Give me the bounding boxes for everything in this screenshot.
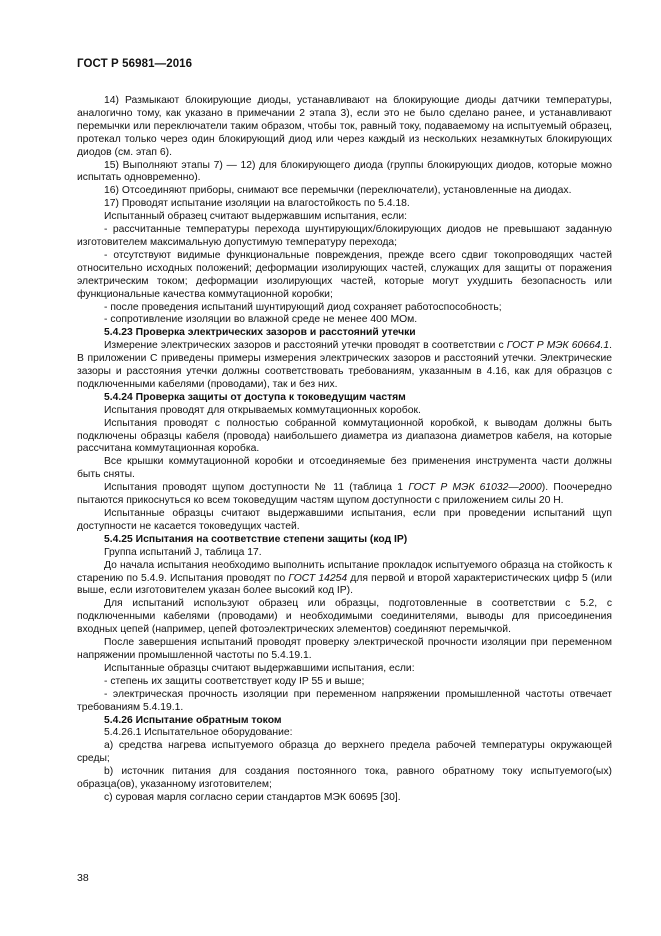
paragraph: Испытанный образец считают выдержавшим испытания, если: — [104, 211, 408, 223]
paragraph-text: Испытания проводят щупом доступности № 11 (таблица 1 — [104, 482, 409, 494]
paragraph: 5.4.26.1 Испытательное оборудование: — [104, 727, 293, 739]
standard-reference: ГОСТ Р МЭК 60664.1 — [506, 340, 610, 352]
paragraph: 14) Размыкают блокирующие диоды, устанавливают на блокирующие диоды датчики температуры, аналогично тому, как указано в примечании 2 этапа 3), если это не было сделано ранее, и устанавливают перемычки или переключатели таким образом, чтобы ток, равный току, подаваемому на испытуемый образец, протекал только через один блокирующий диод или через каждый из нескольких незамкнутых блокирующих диодов (см. этап 6). — [77, 95, 612, 158]
paragraph-text: для первой и второй характеристических цифр 5 (или выше, если изготовителем указан более высокий код IP). — [77, 572, 612, 597]
page-number: 38 — [77, 872, 89, 884]
list-item: - рассчитанные температуры перехода шунтирующих/блокирующих диодов не превышают заданную изготовителем максимальную допустимую температуру перехода; — [77, 224, 612, 248]
list-item: a) средства нагрева испытуемого образца до верхнего предела рабочей температуры окружающей среды; — [77, 740, 612, 765]
standard-reference: ГОСТ 14254 — [288, 572, 348, 584]
document-body — [77, 95, 612, 805]
list-item: - электрическая прочность изоляции при переменном напряжении промышленной частоты отвечает требованиям 5.4.19.1. — [77, 688, 612, 713]
paragraph: 15) Выполняют этапы 7) — 12) для блокирующего диода (группы блокирующих диодов, которые можно испытать одновременно). — [77, 159, 612, 184]
document-header: ГОСТ Р 56981—2016 — [77, 58, 193, 70]
paragraph: Для испытаний используют образец или образцы, подготовленные в соответствии с 5.2, с подключенными кабелями (проводами) и необходимыми соединителями, выводы для присоединения входных цепей (например, цепей фотоэлектрических элементов) соединяют перемычкой. — [77, 598, 612, 636]
paragraph: 17) Проводят испытание изоляции на влагостойкость по 5.4.18. — [104, 198, 410, 210]
section-heading: 5.4.24 Проверка защиты от доступа к токоведущим частям — [104, 391, 406, 403]
list-item: - степень их защиты соответствует коду IP 55 и выше; — [104, 675, 365, 687]
list-item: - сопротивление изоляции во влажной среде не менее 400 МОм. — [104, 314, 418, 326]
paragraph: После завершения испытаний проводят проверку электрической прочности изоляции при переменном напряжении промышленной частоты по 5.4.19.1. — [77, 637, 612, 661]
list-item: c) суровая марля согласно серии стандартов МЭК 60695 [30]. — [104, 791, 401, 803]
section-heading: 5.4.23 Проверка электрических зазоров и расстояний утечки — [104, 327, 416, 339]
paragraph — [77, 482, 612, 508]
list-item: - после проведения испытаний шунтирующий диод сохраняет работоспособность; — [104, 301, 502, 313]
paragraph: Испытания проводят для открываемых коммутационных коробок. — [104, 404, 421, 416]
paragraph: Испытанные образцы считают выдержавшими испытания, если: — [104, 662, 415, 674]
paragraph-text: ). Поочередно пытаются прикоснуться ко всем токоведущим частям щупом доступности с приложением силы 20 Н. — [77, 482, 613, 507]
paragraph-text: До начала испытания необходимо выполнить испытание прокладок испытуемого образца на стойкость к старению по 5.4.9. Испытания проводят по — [77, 559, 612, 584]
paragraph: Группа испытаний J, таблица 17. — [104, 546, 262, 558]
standard-reference: ГОСТ Р МЭК 61032—2000 — [408, 482, 542, 494]
paragraph — [77, 340, 612, 392]
list-item: b) источник питания для создания постоянного тока, равного обратному току испытуемого(ых) образца(ов), указанному изготовителем; — [77, 766, 612, 791]
paragraph: Испытания проводят с полностью собранной коммутационной коробкой, к выводам должны быть подключены образцы кабеля (провода) наибольшего диаметра из диапазона диаметров кабеля, на которые рассчитана коммутационная коробка. — [77, 417, 612, 455]
paragraph: Испытанные образцы считают выдержавшими испытания, если при проведении испытаний щуп доступности не касается токоведущих частей. — [77, 508, 612, 532]
paragraph: Все крышки коммутационной коробки и отсоединяемые без применения инструмента части должны быть сняты. — [77, 456, 612, 481]
section-heading: 5.4.25 Испытания на соответствие степени защиты (код IP) — [104, 533, 408, 545]
list-item: - отсутствуют видимые функциональные повреждения, прежде всего сдвиг токопроводящих частей относительно исходных положений; деформации изолирующих частей, служащих для защиты от поражения электрическим током; деформации изолирующих частей, которые могут ухудшить безопасность или функциональные качества коммутационной коробки; — [77, 249, 612, 300]
section-heading: 5.4.26 Испытание обратным током — [104, 714, 282, 726]
paragraph-text: . В приложении С приведены примеры измерения электрических зазоров и расстояний утечки. Электрические зазоры и расстояния утечки должны соответствовать требованиям, указанным в 4.16, как для образцов с подключенными кабелями (проводами), так и без них. — [77, 340, 612, 390]
paragraph — [77, 560, 612, 599]
paragraph-text: Измерение электрических зазоров и расстояний утечки проводят в соответствии с — [104, 340, 507, 352]
paragraph: 16) Отсоединяют приборы, снимают все перемычки (переключатели), установленные на диодах. — [104, 185, 572, 197]
